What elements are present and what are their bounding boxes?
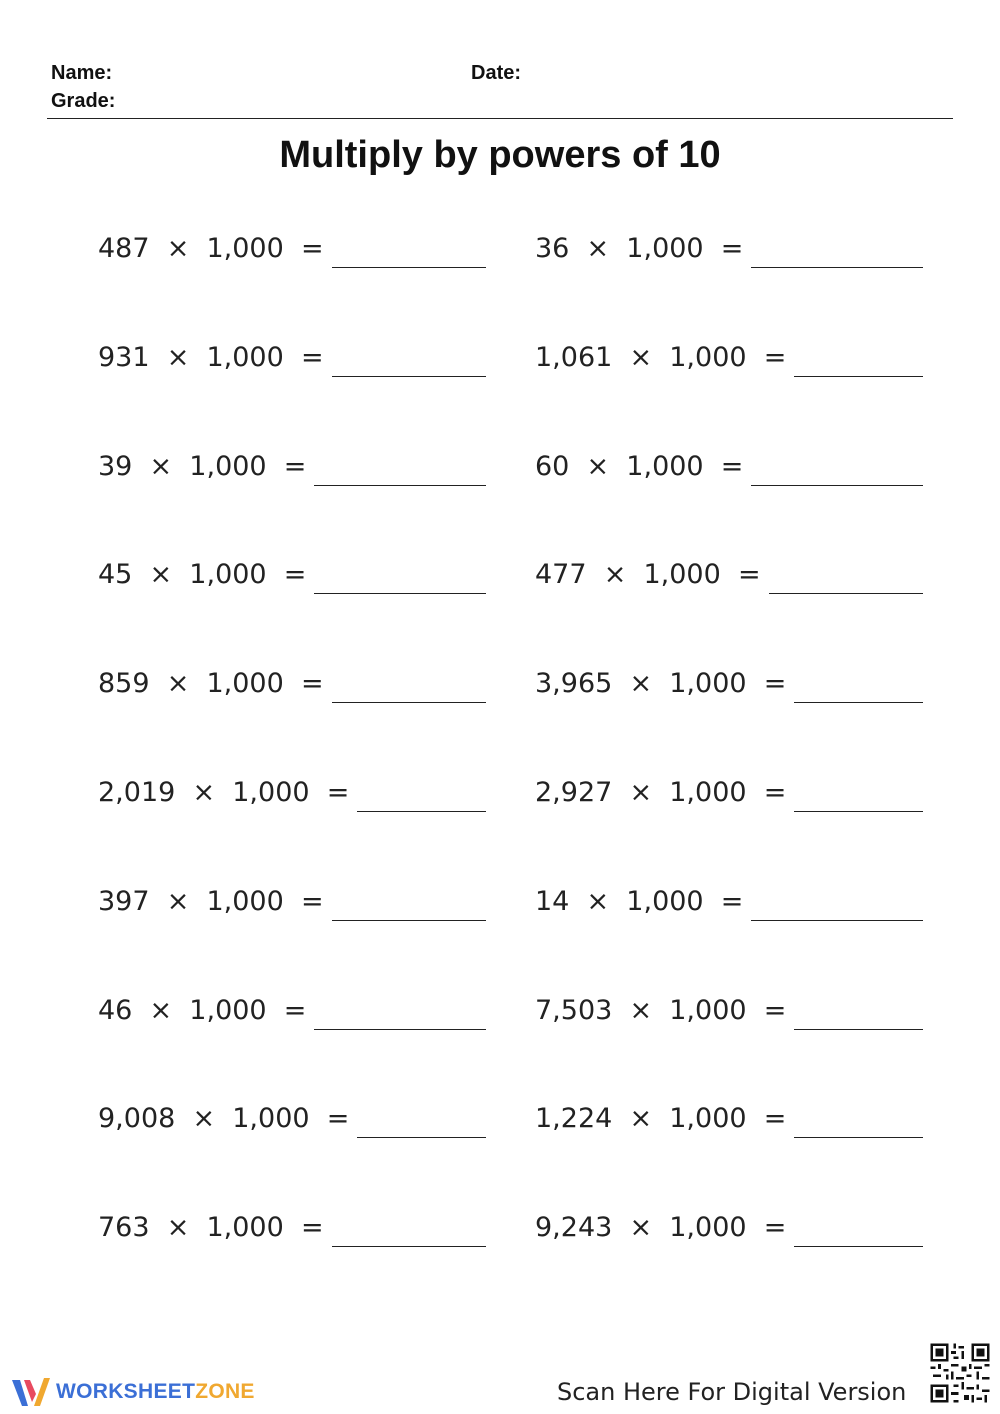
problem-left [98,990,486,1030]
problem-left [98,554,486,594]
problem-expression: 2,019 × 1,000 = [98,777,350,808]
problem-left [98,881,486,921]
answer-blank[interactable] [357,1107,486,1138]
name-label: Name: [51,62,113,84]
problem-expression: 60 × 1,000 = [535,450,744,482]
answer-blank[interactable] [357,781,486,812]
answer-blank[interactable] [794,346,923,377]
problem-expression: 36 × 1,000 = [535,233,744,264]
problem-left [98,337,486,377]
answer-blank[interactable] [332,237,486,268]
problem-expression: 14 × 1,000 = [535,885,744,917]
problem-right [535,337,923,377]
problem-expression: 859 × 1,000 = [98,668,324,700]
problem-right [535,772,923,812]
date-label: Date: [471,62,522,84]
answer-blank[interactable] [332,672,486,703]
problem-left [98,772,486,812]
answer-blank[interactable] [769,563,923,594]
problem-expression: 397 × 1,000 = [98,885,324,917]
answer-blank[interactable] [314,999,486,1030]
problem-right [535,446,923,486]
problem-right [535,663,923,703]
problem-expression: 1,061 × 1,000 = [535,341,787,373]
logo-w-icon [10,1374,52,1410]
problem-expression: 2,927 × 1,000 = [535,777,787,808]
answer-blank[interactable] [332,1216,486,1247]
problem-expression: 3,965 × 1,000 = [535,668,787,700]
logo-word-zone: ZONE [195,1380,255,1403]
problem-left [98,663,486,703]
problem-right [535,1098,923,1138]
problem-expression: 487 × 1,000 = [98,233,324,264]
problem-right [535,554,923,594]
problem-left [98,228,486,268]
problem-left [98,1098,486,1138]
problem-expression: 45 × 1,000 = [98,559,307,591]
answer-blank[interactable] [751,455,923,486]
problem-expression: 9,243 × 1,000 = [535,1212,787,1244]
answer-blank[interactable] [794,1216,923,1247]
problem-expression: 7,503 × 1,000 = [535,994,787,1026]
qr-code-icon[interactable] [928,1341,992,1405]
answer-blank[interactable] [314,563,486,594]
problem-expression: 46 × 1,000 = [98,994,307,1026]
problem-expression: 9,008 × 1,000 = [98,1103,350,1135]
answer-blank[interactable] [751,237,923,268]
problem-right [535,228,923,268]
scan-instruction: Scan Here For Digital Version [557,1378,907,1406]
answer-blank[interactable] [332,346,486,377]
problem-expression: 477 × 1,000 = [535,559,761,591]
logo-word-worksheet: WORKSHEET [56,1380,196,1403]
answer-blank[interactable] [794,1107,923,1138]
header-divider [47,118,953,119]
answer-blank[interactable] [794,672,923,703]
worksheetzone-logo[interactable] [10,1374,255,1410]
logo-text [56,1380,255,1404]
problem-expression: 39 × 1,000 = [98,450,307,482]
page-title: Multiply by powers of 10 [279,134,721,176]
answer-blank[interactable] [794,999,923,1030]
problem-expression: 1,224 × 1,000 = [535,1103,787,1135]
grade-label: Grade: [51,90,116,112]
problem-left [98,446,486,486]
problem-right [535,881,923,921]
problem-expression: 763 × 1,000 = [98,1212,324,1244]
answer-blank[interactable] [794,781,923,812]
answer-blank[interactable] [332,890,486,921]
problem-expression: 931 × 1,000 = [98,341,324,373]
problem-left [98,1207,486,1247]
problem-right [535,1207,923,1247]
answer-blank[interactable] [751,890,923,921]
answer-blank[interactable] [314,455,486,486]
problem-right [535,990,923,1030]
